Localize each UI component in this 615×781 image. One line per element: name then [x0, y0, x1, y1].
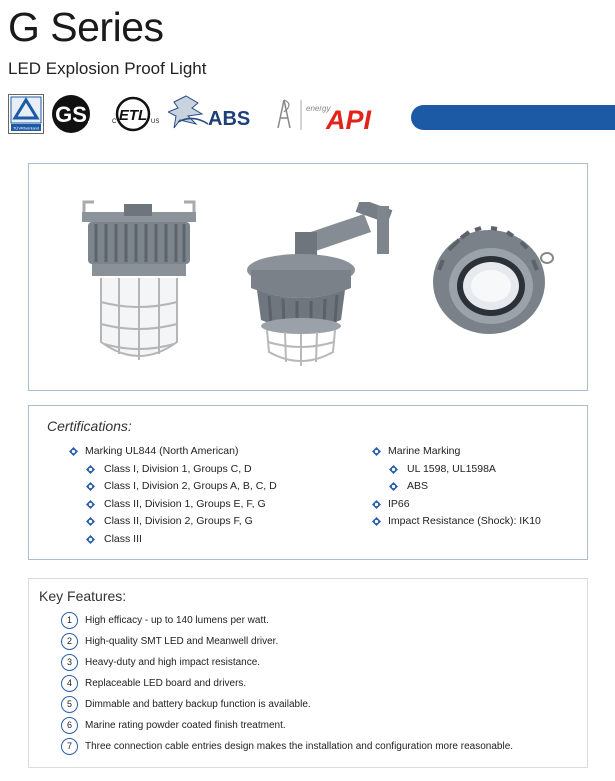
feature-item — [61, 631, 513, 652]
feature-item — [61, 610, 513, 631]
certification-item — [370, 461, 541, 479]
certifications-panel — [28, 405, 588, 560]
feature-number: 2 — [61, 633, 78, 650]
certification-text: Class I, Division 1, Groups C, D — [104, 462, 252, 475]
diamond-bullet-icon — [69, 447, 78, 456]
etl-c-text: C — [112, 119, 117, 125]
certification-item — [67, 478, 277, 496]
diamond-bullet-icon — [86, 482, 95, 491]
certifications-right-list — [370, 443, 541, 531]
energy-text: energy — [306, 104, 331, 113]
page-subtitle: LED Explosion Proof Light — [8, 59, 207, 78]
certification-item — [67, 443, 277, 461]
diamond-bullet-icon — [86, 465, 95, 474]
certification-item — [67, 531, 277, 549]
api-monogram-logo — [270, 94, 296, 136]
certification-text: Class II, Division 1, Groups E, F, G — [104, 497, 266, 510]
diamond-bullet-icon — [86, 535, 95, 544]
feature-text: Marine rating powder coated finish treatment. — [85, 720, 286, 731]
etl-logo — [109, 94, 161, 136]
certification-text: ABS — [407, 480, 429, 492]
feature-number: 5 — [61, 696, 78, 713]
energy-api-logo — [300, 94, 384, 136]
diamond-bullet-icon — [372, 500, 381, 509]
abs-logo-text: ABS — [208, 108, 251, 130]
feature-text: Three connection cable entries design makes the installation and configuration more reasonable. — [85, 741, 514, 752]
key-features-title: Key Features: — [39, 588, 127, 604]
certification-text: IP66 — [388, 497, 410, 510]
wall-mount-fixture-image — [239, 202, 399, 372]
certification-text: Marking UL844 (North American) — [85, 445, 239, 457]
certification-item — [370, 478, 541, 496]
certification-item — [67, 496, 277, 514]
feature-item — [61, 736, 513, 757]
feature-text: Replaceable LED board and drivers. — [85, 678, 247, 689]
certifications-left-list — [67, 443, 277, 548]
certification-text: Marine Marking — [388, 445, 461, 457]
diamond-bullet-icon — [372, 517, 381, 526]
flush-mount-fixture-image — [429, 220, 559, 340]
feature-text: High-quality SMT LED and Meanwell driver. — [85, 636, 279, 647]
diamond-bullet-icon — [389, 465, 398, 474]
certifications-title: Certifications: — [47, 418, 132, 434]
key-features-panel — [28, 578, 588, 768]
api-text: API — [326, 105, 372, 135]
certification-text: Impact Resistance (Shock): IK10 — [388, 515, 541, 527]
certification-item — [67, 461, 277, 479]
page-title: G Series — [8, 4, 164, 50]
diamond-bullet-icon — [372, 447, 381, 456]
diamond-bullet-icon — [86, 500, 95, 509]
certification-text: Class II, Division 2, Groups F, G — [104, 515, 253, 527]
product-images-panel — [28, 163, 588, 391]
feature-item — [61, 652, 513, 673]
certification-logos — [8, 94, 408, 136]
tuv-logo-text: TÜVRheinland — [12, 125, 40, 131]
etl-us-text: US — [151, 119, 160, 125]
certification-text: Class I, Division 2, Groups A, B, C, D — [104, 480, 277, 492]
feature-item — [61, 694, 513, 715]
certification-item — [370, 496, 541, 514]
diamond-bullet-icon — [86, 517, 95, 526]
feature-number: 7 — [61, 738, 78, 755]
feature-text: Heavy-duty and high impact resistance. — [85, 657, 261, 668]
certification-text: UL 1598, UL1598A — [407, 462, 496, 475]
feature-number: 3 — [61, 654, 78, 671]
key-features-list — [61, 610, 513, 757]
feature-number: 1 — [61, 612, 78, 629]
feature-item — [61, 673, 513, 694]
certification-item — [370, 513, 541, 531]
certification-item — [370, 443, 541, 461]
feature-number: 4 — [61, 675, 78, 692]
feature-item — [61, 715, 513, 736]
feature-text: High efficacy - up to 140 lumens per watt. — [85, 615, 269, 626]
abs-logo — [168, 94, 263, 136]
certification-text: Class III — [104, 532, 142, 545]
etl-logo-text: ETL — [118, 107, 148, 124]
feature-text: Dimmable and battery backup function is available. — [85, 699, 311, 710]
gs-logo — [50, 94, 100, 136]
diamond-bullet-icon — [389, 482, 398, 491]
gs-logo-text: GS — [55, 102, 87, 127]
certification-item — [67, 513, 277, 531]
header-accent-bar — [411, 105, 615, 130]
tuv-logo — [8, 94, 44, 134]
ceiling-mount-fixture-image — [74, 192, 204, 372]
feature-number: 6 — [61, 717, 78, 734]
